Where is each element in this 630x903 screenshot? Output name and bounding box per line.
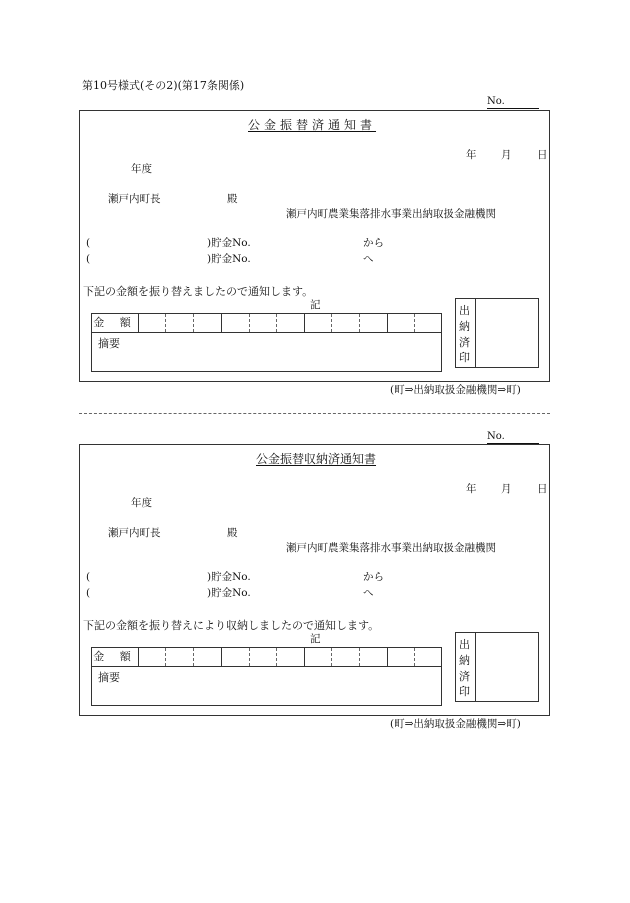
fiscal-year-label: 年度: [131, 497, 152, 509]
amount-digit-cell[interactable]: [222, 648, 250, 666]
amount-digit-cell[interactable]: [332, 314, 360, 332]
to-open-paren: (: [86, 253, 91, 265]
memo-label: 摘要: [98, 337, 120, 350]
stamp-char: 出: [459, 638, 470, 651]
amount-digit-cell[interactable]: [277, 314, 305, 332]
from-account-label: )貯金No.: [207, 571, 251, 583]
honorific: 殿: [227, 527, 238, 539]
date-year-label: 年: [466, 149, 477, 161]
amount-row: [92, 314, 441, 333]
form-number-label: No.: [487, 431, 505, 442]
amount-digit-cell[interactable]: [332, 648, 360, 666]
page-heading: 第10号様式(その2)(第17条関係): [82, 79, 245, 92]
stamp-char: 印: [459, 685, 470, 698]
route-note: (町⇒出納取扱金融機関⇒町): [390, 718, 521, 730]
memo-label: 摘要: [98, 671, 120, 684]
stamp-box[interactable]: [455, 298, 539, 368]
amount-digit-cell[interactable]: [250, 648, 277, 666]
amount-digit-cell[interactable]: [388, 314, 415, 332]
honorific: 殿: [227, 193, 238, 205]
amount-row: [92, 648, 441, 667]
form-number-line[interactable]: [487, 108, 539, 109]
stamp-char: 済: [459, 670, 470, 683]
amount-digit-cell[interactable]: [194, 648, 222, 666]
form-title: 公金振替収納済通知書: [256, 452, 377, 466]
fiscal-year-label: 年度: [131, 163, 152, 175]
date-month-label: 月: [501, 483, 512, 495]
stamp-box[interactable]: [455, 632, 539, 702]
amount-digit-cell[interactable]: [166, 314, 194, 332]
amount-memo-table: [91, 313, 442, 372]
form-number-label: No.: [487, 96, 505, 107]
issuer-name: 瀬戸内町農業集落排水事業出納取扱金融機関: [286, 208, 496, 220]
amount-digit-cell[interactable]: [305, 648, 332, 666]
amount-digit-cell[interactable]: [222, 314, 250, 332]
from-open-paren: (: [86, 237, 91, 249]
amount-digit-cell[interactable]: [139, 648, 166, 666]
amount-digit-cell[interactable]: [277, 648, 305, 666]
record-label: 記: [310, 299, 321, 311]
amount-label: 金 額: [92, 648, 139, 666]
notice-text: 下記の金額を振り替えましたので通知します。: [83, 285, 314, 298]
to-direction: へ: [363, 587, 374, 599]
date-month-label: 月: [501, 149, 512, 161]
amount-digit-cell[interactable]: [166, 648, 194, 666]
stamp-char: 済: [459, 336, 470, 349]
amount-digit-cell[interactable]: [415, 648, 441, 666]
amount-digit-cell[interactable]: [388, 648, 415, 666]
amount-digit-cell[interactable]: [415, 314, 441, 332]
amount-digit-cell[interactable]: [250, 314, 277, 332]
amount-memo-table: [91, 647, 442, 706]
stamp-char: 印: [459, 351, 470, 364]
form-title: 公金振替済通知書: [248, 118, 377, 132]
stamp-char: 納: [459, 320, 470, 333]
from-direction: から: [363, 571, 384, 583]
date-year-label: 年: [466, 483, 477, 495]
stamp-label: [456, 299, 476, 367]
addressee: 瀬戸内町長: [108, 193, 161, 205]
amount-digit-cell[interactable]: [360, 648, 388, 666]
stamp-char: 出: [459, 304, 470, 317]
date-day-label: 日: [537, 483, 548, 495]
record-label: 記: [310, 633, 321, 645]
stamp-char: 納: [459, 654, 470, 667]
addressee: 瀬戸内町長: [108, 527, 161, 539]
date-day-label: 日: [537, 149, 548, 161]
amount-digit-cell[interactable]: [360, 314, 388, 332]
amount-digit-cell[interactable]: [305, 314, 332, 332]
to-direction: へ: [363, 253, 374, 265]
amount-digit-cell[interactable]: [139, 314, 166, 332]
notice-text: 下記の金額を振り替えにより収納しましたので通知します。: [83, 619, 380, 632]
route-note: (町⇒出納取扱金融機関⇒町): [390, 384, 521, 396]
stamp-label: [456, 633, 476, 701]
from-account-label: )貯金No.: [207, 237, 251, 249]
to-account-label: )貯金No.: [207, 587, 251, 599]
from-direction: から: [363, 237, 384, 249]
issuer-name: 瀬戸内町農業集落排水事業出納取扱金融機関: [286, 542, 496, 554]
to-open-paren: (: [86, 587, 91, 599]
cut-line: [79, 413, 550, 414]
amount-label: 金 額: [92, 314, 139, 332]
amount-digit-cell[interactable]: [194, 314, 222, 332]
to-account-label: )貯金No.: [207, 253, 251, 265]
from-open-paren: (: [86, 571, 91, 583]
